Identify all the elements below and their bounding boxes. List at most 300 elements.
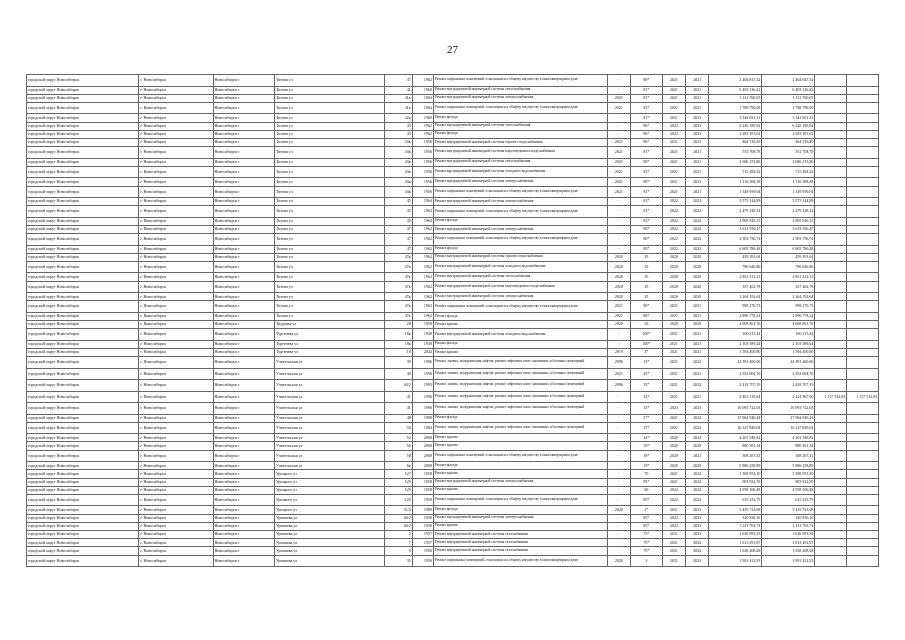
- cell-extra: 2021: [607, 147, 630, 159]
- cell-work: Ремонт фасада: [433, 414, 607, 422]
- cell-municipality: городской округ Новосибирск: [27, 442, 139, 450]
- cell-work: Ремонт, замена, модернизация лифтов, ремонт лифтовых шахт, машинных и блочных помещений: [433, 391, 607, 403]
- cell-street: Учительская ул: [274, 403, 384, 415]
- cell-extra2: [847, 245, 879, 253]
- table-row: [27, 380, 879, 392]
- cell-year-to: 2022: [686, 245, 709, 253]
- cell-cost: 6 403 126,22: [709, 86, 762, 94]
- cell-cost-total: 10 091 722,03: [762, 403, 815, 415]
- table-row: [27, 186, 879, 198]
- cell-settlement: г. Новосибирск: [139, 114, 213, 122]
- table-row: [27, 470, 879, 478]
- cell-extra1: [815, 380, 847, 392]
- cell-year: 1964: [412, 94, 433, 102]
- cell-year: 1958: [412, 522, 433, 530]
- cell-extra: -: [607, 539, 630, 547]
- cell-cost-total: 1 613 291,87: [762, 539, 815, 547]
- cell-street-settlement: Новосибирск г: [213, 422, 274, 434]
- cell-street-settlement: Новосибирск г: [213, 522, 274, 530]
- cell-extra2: [847, 186, 879, 198]
- cell-municipality: городской округ Новосибирск: [27, 340, 139, 348]
- cell-extra: -: [607, 86, 630, 94]
- cell-street: Учительская ул: [274, 422, 384, 434]
- table-row: [27, 281, 879, 293]
- cell-year-from: 2021: [662, 147, 685, 159]
- cell-cost: 1 991 412,93: [709, 555, 762, 567]
- table-row: [27, 514, 879, 522]
- cell-year-from: 2022: [662, 225, 685, 233]
- cell-street: Урманова ул: [274, 547, 384, 555]
- cell-house: 56: [385, 442, 413, 450]
- cell-settlement: г. Новосибирск: [139, 442, 213, 450]
- cell-street: Урманова ул: [274, 522, 384, 530]
- cell-year-to: 2021: [686, 94, 709, 102]
- cell-year-to: 2022: [686, 530, 709, 538]
- cell-year-from: 2022: [662, 122, 685, 130]
- cell-cost-total: 16 127 849,04: [762, 422, 815, 434]
- cell-house: 31/3: [385, 506, 413, 514]
- cell-extra2: [847, 434, 879, 442]
- cell-year-to: 2021: [686, 158, 709, 166]
- cell-year: 1957: [412, 539, 433, 547]
- cell-extra: 2021: [607, 301, 630, 313]
- cell-house: 47к: [385, 253, 413, 261]
- cell-cost-total: 2 283 391,62: [762, 130, 815, 138]
- cell-work: Ремонт внутридомовой инженерной системы теплоснабжения: [433, 158, 607, 166]
- cell-house: 47к: [385, 273, 413, 281]
- cell-street: Тургенева ул: [274, 348, 384, 356]
- cell-street: Учительская ул: [274, 380, 384, 392]
- cell-street-settlement: Новосибирск г: [213, 329, 274, 341]
- cell-work: Ремонт, замена, модернизация лифтов, ремонт лифтовых шахт, машинных и блочных помещений: [433, 380, 607, 392]
- cell-extra1: [815, 357, 847, 369]
- cell-work: Ремонт фасада: [433, 217, 607, 225]
- cell-year: 2000: [412, 434, 433, 442]
- cell-extra: -: [607, 522, 630, 530]
- cell-extra: 2021: [607, 186, 630, 198]
- cell-year-from: 2022: [662, 514, 685, 522]
- table-row: [27, 434, 879, 442]
- table-row: [27, 245, 879, 253]
- cell-street-settlement: Новосибирск г: [213, 442, 274, 450]
- cell-house: 45: [385, 206, 413, 218]
- cell-settlement: г. Новосибирск: [139, 253, 213, 261]
- cell-cost: 1 349 959,04: [709, 186, 762, 198]
- cell-street-settlement: Новосибирск г: [213, 414, 274, 422]
- cell-cost: 24 391 460,06: [709, 357, 762, 369]
- cell-street: Урицкого ул: [274, 494, 384, 506]
- cell-cost-total: 1 116 508,38: [762, 178, 815, 186]
- cell-settlement: г. Новосибирск: [139, 198, 213, 206]
- cell-house: 43: [385, 122, 413, 130]
- cell-year: 1962: [412, 234, 433, 246]
- cell-street-settlement: Новосибирск г: [213, 539, 274, 547]
- cell-extra1: [815, 147, 847, 159]
- cell-extra1: [815, 478, 847, 486]
- cell-cost-total: 1 788 796,09: [762, 102, 815, 114]
- cell-extra: 2021: [607, 312, 630, 320]
- cell-extra: 2020: [607, 555, 630, 567]
- cell-extra1: [815, 414, 847, 422]
- cell-street-settlement: Новосибирск г: [213, 158, 274, 166]
- cell-extra1: [815, 245, 847, 253]
- cell-cost-total: 2 851 312,13: [762, 273, 815, 281]
- cell-house: 47: [385, 225, 413, 233]
- cell-extra2: [847, 147, 879, 159]
- cell-work: Ремонт, замена, модернизация лифтов, ремонт лифтовых шахт, машинных и блочных помещений: [433, 422, 607, 434]
- cell-cost-total: 998 270,73: [762, 301, 815, 313]
- cell-year: 1984: [412, 422, 433, 434]
- cell-extra2: [847, 514, 879, 522]
- cell-cost: 998 270,73: [709, 301, 762, 313]
- cell-municipality: городской округ Новосибирск: [27, 329, 139, 341]
- cell-work: Ремонт внутридомовой инженерной системы газоснабжения: [433, 547, 607, 555]
- cell-house: 47: [385, 245, 413, 253]
- cell-extra2: [847, 75, 879, 87]
- cell-extra: -: [607, 391, 630, 403]
- cell-cost: 2 905 926,15: [709, 217, 762, 225]
- cell-extra2: [847, 368, 879, 380]
- cell-extra1: [815, 514, 847, 522]
- cell-cost: 2 103 589,24: [709, 340, 762, 348]
- table-row: [27, 102, 879, 114]
- cell-extra2: [847, 422, 879, 434]
- cell-work: Ремонт внутридомовой инженерной системы газоснабжения: [433, 530, 607, 538]
- cell-extra2: [847, 380, 879, 392]
- cell-year-to: 2023: [686, 403, 709, 415]
- cell-cost-total: 1 638 208,28: [762, 547, 815, 555]
- cell-street-settlement: Новосибирск г: [213, 198, 274, 206]
- cell-year-from: 2020: [662, 450, 685, 462]
- cell-cost-total: 2 418 707,19: [762, 380, 815, 392]
- cell-work: Ремонт фасада: [433, 114, 607, 122]
- cell-year: 1962: [412, 293, 433, 301]
- cell-cost: 1 638 208,28: [709, 547, 762, 555]
- cell-street: Урманова ул: [274, 539, 384, 547]
- table-row: [27, 555, 879, 567]
- table-row: [27, 94, 879, 102]
- cell-street-settlement: Новосибирск г: [213, 312, 274, 320]
- cell-extra: -: [607, 234, 630, 246]
- cell-street-settlement: Новосибирск г: [213, 506, 274, 514]
- cell-cost-total: 6 403 126,22: [762, 86, 815, 94]
- table-row: [27, 147, 879, 159]
- cell-cost: 308 267,41: [709, 450, 762, 462]
- cell-extra2: [847, 357, 879, 369]
- cell-settlement: г. Новосибирск: [139, 357, 213, 369]
- cell-street: Учительская ул: [274, 450, 384, 462]
- cell-settlement: г. Новосибирск: [139, 380, 213, 392]
- cell-cost: 615 233,79: [709, 494, 762, 506]
- table-row: [27, 494, 879, 506]
- cell-year: 2000: [412, 462, 433, 470]
- cell-year-to: 2021: [686, 75, 709, 87]
- cell-municipality: городской округ Новосибирск: [27, 486, 139, 494]
- cell-municipality: городской округ Новосибирск: [27, 539, 139, 547]
- cell-extra2: [847, 470, 879, 478]
- cell-cost-total: 4 608 861,76: [762, 321, 815, 329]
- cell-municipality: городской округ Новосибирск: [27, 253, 139, 261]
- cell-settlement: г. Новосибирск: [139, 368, 213, 380]
- cell-extra: -: [607, 442, 630, 450]
- cell-street: Титова ул: [274, 253, 384, 261]
- cell-year-to: 2021: [686, 368, 709, 380]
- cell-municipality: городской округ Новосибирск: [27, 225, 139, 233]
- cell-extra: 2020: [607, 281, 630, 293]
- cell-year-to: 2022: [686, 414, 709, 422]
- cell-year-to: 2020: [686, 442, 709, 450]
- cell-cost-total: 786 646,86: [762, 261, 815, 273]
- cell-extra: 2996: [607, 357, 630, 369]
- cell-year: 1948: [412, 329, 433, 341]
- cell-house: 37: [385, 75, 413, 87]
- cell-street: Титова ул: [274, 166, 384, 178]
- cell-cost-share: 33*: [630, 357, 662, 369]
- cell-cost: 3 308 953,10: [709, 470, 762, 478]
- cell-extra: -: [607, 530, 630, 538]
- table-row: [27, 530, 879, 538]
- cell-cost: 2 418 707,19: [709, 380, 762, 392]
- cell-year-from: 2020: [662, 281, 685, 293]
- cell-municipality: городской округ Новосибирск: [27, 206, 139, 218]
- table-row: [27, 348, 879, 356]
- cell-cost: 4 461 135,64: [709, 391, 762, 403]
- cell-extra: -: [607, 217, 630, 225]
- cell-cost-total: 2 896 778,24: [762, 312, 815, 320]
- cell-cost-total: 5 886 258,89: [762, 462, 815, 470]
- cell-street: Тургенева ул: [274, 340, 384, 348]
- cell-extra1: [815, 217, 847, 225]
- cell-cost-share: 80*: [630, 158, 662, 166]
- cell-work: Ремонт внутридомовой инженерной системы водоотведения и водоснабжения: [433, 281, 607, 293]
- cell-municipality: городской округ Новосибирск: [27, 450, 139, 462]
- cell-extra: 2021: [607, 166, 630, 178]
- cell-work: Ремонт крыши: [433, 522, 607, 530]
- cell-year: 1958: [412, 494, 433, 506]
- cell-extra: -: [607, 198, 630, 206]
- cell-street: Титова ул: [274, 281, 384, 293]
- cell-year-from: 2020: [662, 442, 685, 450]
- table-row: [27, 253, 879, 261]
- cell-street: Учительская ул: [274, 357, 384, 369]
- cell-extra2: [847, 530, 879, 538]
- cell-year-from: 2021: [662, 178, 685, 186]
- cell-house: 45: [385, 217, 413, 225]
- cell-extra1: [815, 225, 847, 233]
- cell-work: Ремонт внутридомовой инженерной системы электроснабжения: [433, 293, 607, 301]
- cell-cost-total: 3 575 144,89: [762, 198, 815, 206]
- cell-extra: -: [607, 225, 630, 233]
- cell-street: Титова ул: [274, 225, 384, 233]
- cell-extra2: [847, 86, 879, 94]
- table-row: [27, 293, 879, 301]
- cell-cost-share: 80*: [630, 234, 662, 246]
- cell-settlement: г. Новосибирск: [139, 301, 213, 313]
- cell-cost-share: 35: [630, 273, 662, 281]
- cell-year-to: 2022: [686, 217, 709, 225]
- cell-house: 35: [385, 555, 413, 567]
- cell-year-to: 2022: [686, 470, 709, 478]
- cell-street-settlement: Новосибирск г: [213, 245, 274, 253]
- table-row: [27, 225, 879, 233]
- cell-work: Ремонт крыши: [433, 434, 607, 442]
- cell-cost: 903 922,59: [709, 478, 762, 486]
- cell-extra2: [847, 206, 879, 218]
- cell-year: 1996: [412, 391, 433, 403]
- cell-year: 2000: [412, 442, 433, 450]
- cell-house: 43к: [385, 166, 413, 178]
- cell-year-from: 2021: [662, 470, 685, 478]
- cell-year-to: 2021: [686, 340, 709, 348]
- cell-year-to: 2022: [686, 494, 709, 506]
- cell-work: Ремонт подвальных помещений, относящихся к общему имуществу в многоквартирном доме: [433, 234, 607, 246]
- cell-street-settlement: Новосибирск г: [213, 301, 274, 313]
- cell-cost-total: 1 636 993,33: [762, 530, 815, 538]
- page-number: 27: [447, 44, 458, 56]
- cell-year-to: 2022: [686, 547, 709, 555]
- cell-cost: 4 958 106,48: [709, 486, 762, 494]
- cell-house: 47к: [385, 312, 413, 320]
- cell-street-settlement: Новосибирск г: [213, 478, 274, 486]
- cell-year: 2000: [412, 450, 433, 462]
- cell-extra1: 1 117 132,94: [815, 391, 847, 403]
- cell-street-settlement: Новосибирск г: [213, 94, 274, 102]
- table-row: [27, 450, 879, 462]
- cell-settlement: г. Новосибирск: [139, 293, 213, 301]
- cell-house: 41: [385, 86, 413, 94]
- cell-municipality: городской округ Новосибирск: [27, 470, 139, 478]
- cell-year: 1956: [412, 158, 433, 166]
- cell-extra1: [815, 312, 847, 320]
- cell-year: 1989: [412, 506, 433, 514]
- cell-year: 1956: [412, 166, 433, 178]
- cell-extra: 2021: [607, 158, 630, 166]
- cell-work: Ремонт подвальных помещений, относящихся к общему имуществу в многоквартирном доме: [433, 186, 607, 198]
- cell-street: Урицкого ул: [274, 506, 384, 514]
- cell-street-settlement: Новосибирск г: [213, 391, 274, 403]
- table-row: [27, 301, 879, 313]
- cell-extra: -: [607, 547, 630, 555]
- table-row: [27, 312, 879, 320]
- cell-cost: 2 896 778,24: [709, 312, 762, 320]
- cell-year-from: 2021: [662, 75, 685, 87]
- cell-year-to: 2022: [686, 478, 709, 486]
- cell-settlement: г. Новосибирск: [139, 102, 213, 114]
- cell-year: 1990: [412, 414, 433, 422]
- cell-cost: 551 708,78: [709, 147, 762, 159]
- cell-cost-share: 85*: [630, 514, 662, 522]
- cell-year-to: 2021: [686, 329, 709, 341]
- cell-extra: -: [607, 514, 630, 522]
- cell-extra2: 1 117 132,94: [847, 391, 879, 403]
- cell-street: Титова ул: [274, 261, 384, 273]
- cell-extra1: [815, 114, 847, 122]
- cell-extra: -: [607, 434, 630, 442]
- cell-street: Титова ул: [274, 293, 384, 301]
- cell-extra1: [815, 422, 847, 434]
- cell-extra1: [815, 486, 847, 494]
- cell-year: 1962: [412, 130, 433, 138]
- cell-work: Ремонт внутридомовой инженерной системы электроснабжения: [433, 514, 607, 522]
- cell-street: Учительская ул: [274, 434, 384, 442]
- cell-extra2: [847, 130, 879, 138]
- cell-house: 7: [385, 539, 413, 547]
- cell-extra: 2021: [607, 94, 630, 102]
- cell-work: Ремонт фасада: [433, 506, 607, 514]
- cell-settlement: г. Новосибирск: [139, 138, 213, 146]
- table-row: [27, 166, 879, 178]
- cell-extra1: [815, 281, 847, 293]
- cell-year-to: 2021: [686, 450, 709, 462]
- cell-settlement: г. Новосибирск: [139, 506, 213, 514]
- cell-extra: 2021: [607, 368, 630, 380]
- cell-cost: 2 479 128,14: [709, 206, 762, 218]
- cell-year-from: 2020: [662, 273, 685, 281]
- cell-year-to: 2021: [686, 114, 709, 122]
- cell-year-from: 2021: [662, 357, 685, 369]
- cell-year-from: 2023: [662, 403, 685, 415]
- cell-house: 41: [385, 391, 413, 403]
- table-row: [27, 522, 879, 530]
- cell-year-from: 2021: [662, 86, 685, 94]
- cell-extra1: [815, 130, 847, 138]
- cell-extra2: [847, 217, 879, 225]
- cell-year-from: 2021: [662, 547, 685, 555]
- cell-cost-share: 100*: [630, 329, 662, 341]
- cell-settlement: г. Новосибирск: [139, 414, 213, 422]
- cell-year-to: 2021: [686, 506, 709, 514]
- cell-work: Ремонт внутридомовой инженерной системы теплоснабжения: [433, 273, 607, 281]
- cell-year-from: 2021: [662, 478, 685, 486]
- cell-extra2: [847, 321, 879, 329]
- cell-extra2: [847, 138, 879, 146]
- cell-year: 1962: [412, 253, 433, 261]
- cell-house: 43к: [385, 158, 413, 166]
- cell-house: 41к: [385, 94, 413, 102]
- cell-year-to: 2021: [686, 348, 709, 356]
- cell-extra1: [815, 261, 847, 273]
- cell-extra: -: [607, 122, 630, 130]
- cell-municipality: городской округ Новосибирск: [27, 506, 139, 514]
- cell-street-settlement: Новосибирск г: [213, 514, 274, 522]
- cell-municipality: городской округ Новосибирск: [27, 147, 139, 159]
- cell-municipality: городской округ Новосибирск: [27, 494, 139, 506]
- cell-year-to: 2024: [686, 434, 709, 442]
- cell-cost: 2 503 756,74: [709, 234, 762, 246]
- cell-work: Ремонт внутридомовой инженерной системы горячего водоснабжения: [433, 253, 607, 261]
- cell-work: Ремонт подвальных помещений, относящихся к общему имуществу в многоквартирном доме: [433, 450, 607, 462]
- cell-street-settlement: Новосибирск г: [213, 147, 274, 159]
- cell-settlement: г. Новосибирск: [139, 273, 213, 281]
- cell-year: 1962: [412, 281, 433, 293]
- table-row: [27, 391, 879, 403]
- cell-cost: 1 121 760,65: [709, 94, 762, 102]
- cell-street-settlement: Новосибирск г: [213, 217, 274, 225]
- cell-extra: 2020: [607, 253, 630, 261]
- cell-year-to: 2020: [686, 293, 709, 301]
- cell-cost: 5 419 723,68: [709, 506, 762, 514]
- cell-house: 43к: [385, 138, 413, 146]
- cell-extra2: [847, 281, 879, 293]
- cell-year: 2044: [412, 348, 433, 356]
- cell-cost: 459 391,64: [709, 253, 762, 261]
- cell-extra1: [815, 102, 847, 114]
- cell-street: Титова ул: [274, 94, 384, 102]
- cell-cost-share: 35: [630, 281, 662, 293]
- table-row: [27, 442, 879, 450]
- cell-work: Ремонт внутридомовой инженерной системы электроснабжения: [433, 225, 607, 233]
- cell-settlement: г. Новосибирск: [139, 494, 213, 506]
